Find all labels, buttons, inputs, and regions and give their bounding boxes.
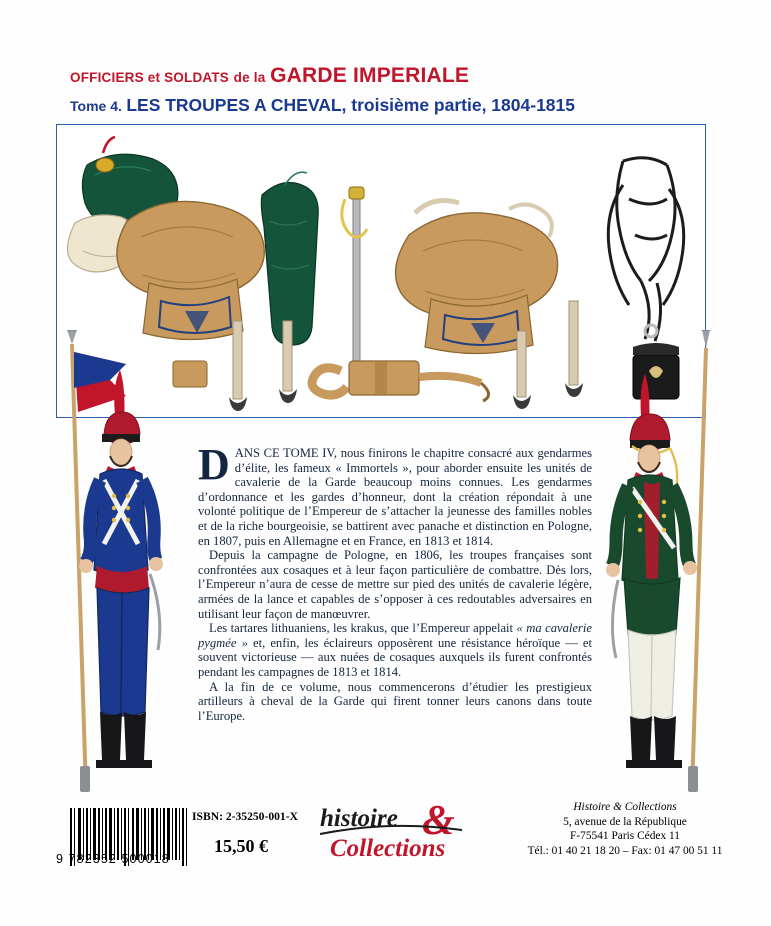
address-line-2: F-75541 Paris Cédex 11 bbox=[570, 830, 680, 842]
gendarme-dordonnance-illustration bbox=[42, 330, 192, 800]
volume-number: Tome 4. bbox=[70, 98, 122, 114]
saddle-left bbox=[117, 201, 264, 299]
gold-trim bbox=[96, 158, 114, 172]
publisher-name: Histoire & Collections bbox=[573, 801, 677, 813]
eclaireur-illustration bbox=[596, 330, 746, 800]
soldier-figure-left bbox=[42, 330, 192, 800]
volume-title bbox=[70, 95, 710, 116]
paragraph-3-part-a: Les tartares lithuaniens, les krakus, que l’Empereur appelait bbox=[209, 621, 517, 636]
publisher-logo bbox=[318, 800, 472, 868]
series-title-dela: de la bbox=[233, 70, 266, 85]
paragraph-2: Depuis la campagne de Pologne, en 1806, les troupes françaises sont confrontées aux cosaques et à leur façon particulière de combattre. Dès lors, l’Empereur n’aura de cesse de mettre sur pied des unités de cavalerie légère, armées de la lance et capables de s’opposer à ces redoutables adversaires en utilisant leur façon de manœuvrer. bbox=[198, 548, 592, 621]
soldier-body-left bbox=[79, 370, 163, 768]
paragraph-1 bbox=[198, 440, 592, 548]
isbn-text: ISBN: 2-35250-001-X bbox=[192, 810, 298, 823]
publisher-logo-graphic bbox=[318, 800, 472, 868]
soldier-figure-right bbox=[596, 330, 746, 800]
logo-ampersand: & bbox=[422, 800, 455, 844]
price-text: 15,50 € bbox=[214, 836, 268, 856]
paragraph-3 bbox=[198, 621, 592, 679]
series-title-main: GARDE IMPERIALE bbox=[270, 64, 470, 87]
publisher-address bbox=[500, 800, 750, 858]
barcode-number: 9 782352 500018 bbox=[56, 852, 170, 866]
drop-cap: D bbox=[198, 440, 230, 489]
back-cover-blurb bbox=[198, 440, 593, 723]
saddle-right bbox=[396, 213, 558, 319]
paragraph-4: A la fin de ce volume, nous commencerons d’étudier les prestigieux artilleurs à cheval de la Garde qui firent tonner leurs canons dans toute l’Europe. bbox=[198, 679, 592, 723]
paragraph-3-part-b: et, enfin, les éclaireurs opposèrent une résistance héroïque — et souvent victorieuse — aux nuées de cosaques auxquels ils furent confrontés pendant les campagnes de 1813 et 1814. bbox=[198, 635, 593, 679]
contact-line: Tél.: 01 40 21 18 20 – Fax: 01 47 00 51 11 bbox=[527, 844, 723, 857]
paragraph-3-quote: « ma cavalerie pygmée » bbox=[198, 621, 592, 650]
volume-subtitle: LES TROUPES A CHEVAL, troisième partie, 1804-1815 bbox=[126, 95, 575, 115]
cover-header bbox=[70, 64, 710, 116]
series-title-prefix: OFFICIERS et SOLDATS bbox=[70, 70, 230, 85]
soldier-body-right bbox=[606, 374, 697, 768]
series-title bbox=[70, 64, 710, 88]
logo-word-histoire: histoire bbox=[320, 805, 398, 832]
paragraph-1-text: ANS CE TOME IV, nous finirons le chapitre consacré aux gendarmes d’élite, les fameux « Immortels », pour aborder ensuite les unités de cavalerie de la Garde beaucoup moins connues. Les gendarmes d’ordonnance et les gardes d’honneur, dont la création répondait à une volonté politique de l’Empereur de s’attacher la jeunesse des familles nobles et de la riche bourgeoisie, se battirent avec panache et distinction en Pologne, en 1807, puis en Allemagne et en France, en 1813 et 1814. bbox=[198, 446, 592, 548]
logo-word-collections: Collections bbox=[330, 835, 446, 862]
address-line-1: 5, avenue de la République bbox=[563, 815, 687, 828]
